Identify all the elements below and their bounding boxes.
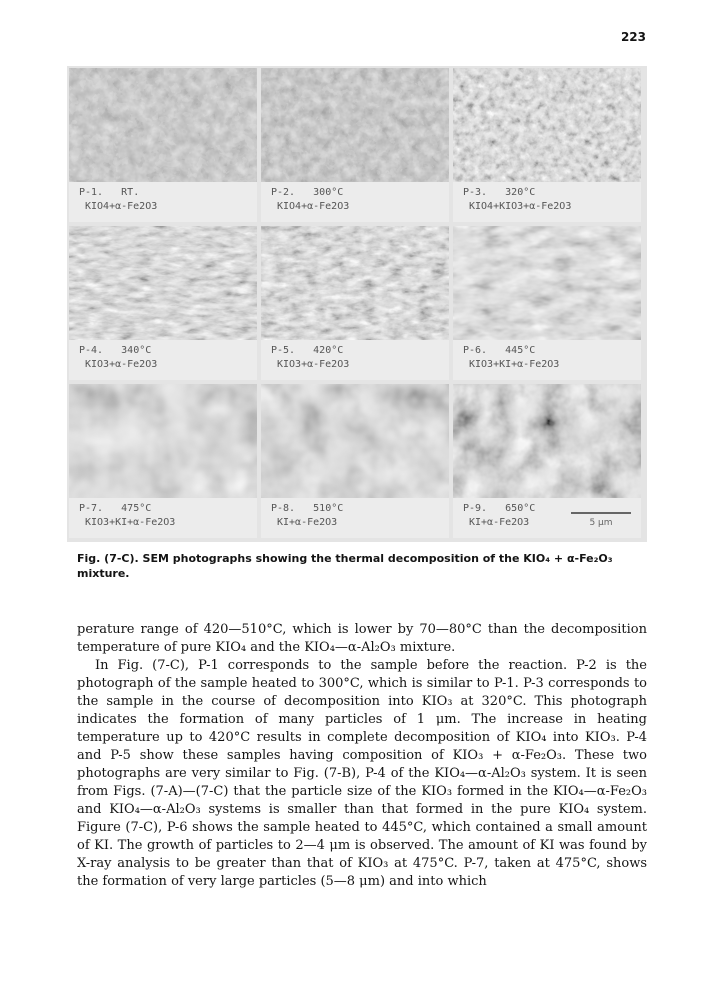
- panel-temperature: 445°C: [505, 345, 536, 356]
- panel-id: P-6.: [463, 345, 488, 356]
- panel-composition: KIO4+α-Fe2O3: [85, 201, 158, 212]
- panel-id: P-8.: [271, 503, 296, 514]
- sem-panel-p9: [453, 384, 641, 538]
- sem-panel-p1: [69, 68, 257, 222]
- panel-composition: KI+α-Fe2O3: [277, 517, 338, 528]
- panel-temperature: 320°C: [505, 187, 536, 198]
- panel-composition: KI+α-Fe2O3: [469, 517, 530, 528]
- panel-label: [69, 498, 257, 538]
- sem-panel-p6: [453, 226, 641, 380]
- scale-bar-line: [571, 512, 631, 514]
- panel-label: [69, 340, 257, 380]
- sem-panel-p4: [69, 226, 257, 380]
- sem-panel-p7: [69, 384, 257, 538]
- panel-temperature: 650°C: [505, 503, 536, 514]
- panel-id: P-3.: [463, 187, 488, 198]
- panel-id: P-5.: [271, 345, 296, 356]
- panel-label: [69, 182, 257, 222]
- sem-figure: [67, 66, 647, 542]
- scale-bar: [571, 512, 631, 530]
- panel-temperature: 300°C: [313, 187, 344, 198]
- panel-label: [261, 498, 449, 538]
- panel-composition: KIO4+α-Fe2O3: [277, 201, 350, 212]
- paragraph: perature range of 420—510°C, which is lower by 70—80°C than the decomposition temperature of pure KIO₄ and the KIO₄—α-Al₂O₃ mixture.: [77, 622, 647, 655]
- page-number: 223: [620, 30, 646, 44]
- figure-caption: Fig. (7-C). SEM photographs showing the thermal decomposition of the KIO₄ + α-Fe₂O₃ mixture.: [77, 552, 613, 580]
- panel-label: [453, 182, 641, 222]
- paragraph: In Fig. (7-C), P-1 corresponds to the sample before the reaction. P-2 is the photograph of the sample heated to 300°C, which is similar to P-1. P-3 corresponds to the sample in the course of decomposition into KIO₃ at 320°C. This photograph indicates the formation of many particles of 1 μm. The increase in heating temperature up to 420°C results in complete decomposition of KIO₄ into KIO₃. P-4 and P-5 show these samples having composition of KIO₃ + α-Fe₂O₃. These two photographs are very similar to Fig. (7-B), P-4 of the KIO₄—α-Al₂O₃ system. It is seen from Figs. (7-A)—(7-C) that the particle size of the KIO₃ formed in the KIO₄—α-Fe₂O₃ and KIO₄—α-Al₂O₃ systems is smaller than that formed in the pure KIO₄ system. Figure (7-C), P-6 shows the sample heated to 445°C, which contained a small amount of KI. The growth of particles to 2—4 μm is observed. The amount of KI was found by X-ray analysis to be greater than that of KIO₃ at 475°C. P-7, taken at 475°C, shows the formation of very large particles (5—8 μm) and into which: [77, 658, 647, 889]
- panel-id: P-1.: [79, 187, 104, 198]
- sem-panel-p2: [261, 68, 449, 222]
- panel-composition: KIO3+α-Fe2O3: [85, 359, 158, 370]
- panel-label: [453, 340, 641, 380]
- panel-composition: KIO4+KIO3+α-Fe2O3: [469, 201, 572, 212]
- panel-composition: KIO3+KI+α-Fe2O3: [469, 359, 560, 370]
- sem-panel-p3: [453, 68, 641, 222]
- panel-label: [261, 340, 449, 380]
- body-text: [77, 621, 647, 891]
- panel-temperature: 340°C: [121, 345, 152, 356]
- panel-id: P-2.: [271, 187, 296, 198]
- panel-temperature: RT.: [121, 187, 140, 198]
- panel-temperature: 475°C: [121, 503, 152, 514]
- panel-composition: KIO3+KI+α-Fe2O3: [85, 517, 176, 528]
- panel-composition: KIO3+α-Fe2O3: [277, 359, 350, 370]
- panel-id: P-4.: [79, 345, 104, 356]
- panel-id: P-7.: [79, 503, 104, 514]
- sem-panel-p8: [261, 384, 449, 538]
- panel-id: P-9.: [463, 503, 488, 514]
- sem-panel-p5: [261, 226, 449, 380]
- panel-label: [453, 498, 641, 538]
- panel-temperature: 420°C: [313, 345, 344, 356]
- scale-bar-label: 5 μm: [589, 518, 613, 528]
- panel-label: [261, 182, 449, 222]
- panel-temperature: 510°C: [313, 503, 344, 514]
